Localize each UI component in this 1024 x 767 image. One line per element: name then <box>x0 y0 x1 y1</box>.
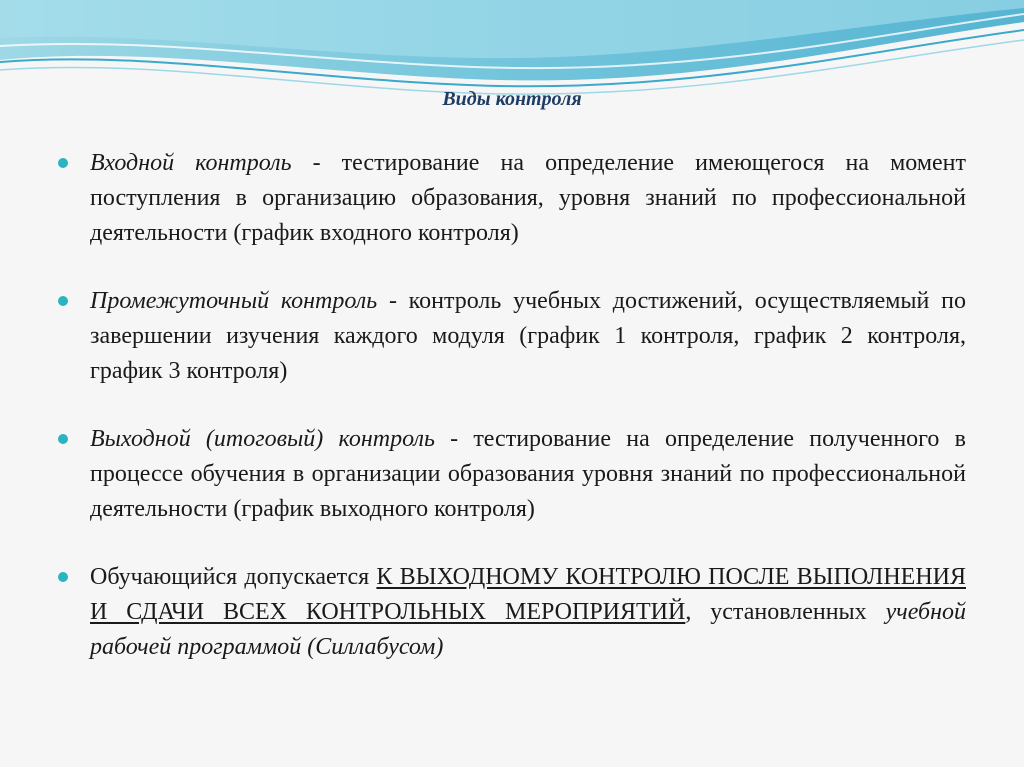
bullet-icon <box>58 158 68 168</box>
bullet-icon <box>58 572 68 582</box>
list-item <box>58 422 966 527</box>
item-term: Входной контроль <box>90 150 292 176</box>
bullet-icon <box>58 296 68 306</box>
item-text: - тестирование на определение полученного в процессе обучения в организации образования уровня знаний по профессиональной деятельности (график выходного контроля) <box>90 426 966 522</box>
item-text: - контроль учебных достижений, осуществляемый по завершении изучения каждого модуля (график 1 контроля, график 2 контроля, график 3 контроля) <box>90 288 966 384</box>
item-underlined-text: К ВЫХОДНОМУ КОНТРОЛЮ ПОСЛЕ ВЫПОЛНЕНИЯ И СДАЧИ ВСЕХ КОНТРОЛЬНЫХ МЕРОПРИЯТИЙ <box>90 564 966 625</box>
item-italic-text: учебной рабочей программой (Силлабусом) <box>90 599 967 660</box>
list-item <box>58 146 966 251</box>
bullet-icon <box>58 434 68 444</box>
slide-title: Виды контроля <box>442 88 582 110</box>
item-term: Промежуточный контроль <box>90 288 378 314</box>
item-term: Выходной (итоговый) контроль <box>90 426 435 452</box>
list-item <box>58 560 966 665</box>
item-text: - тестирование на определение имеющегося на момент поступления в организацию образования, уровня знаний по профессиональной деятельности (график входного контроля) <box>90 150 966 246</box>
item-lead: Обучающийся допускается <box>90 564 377 590</box>
list-item <box>58 284 966 389</box>
slide-content <box>58 146 966 665</box>
item-mid: , установленных <box>685 599 886 625</box>
